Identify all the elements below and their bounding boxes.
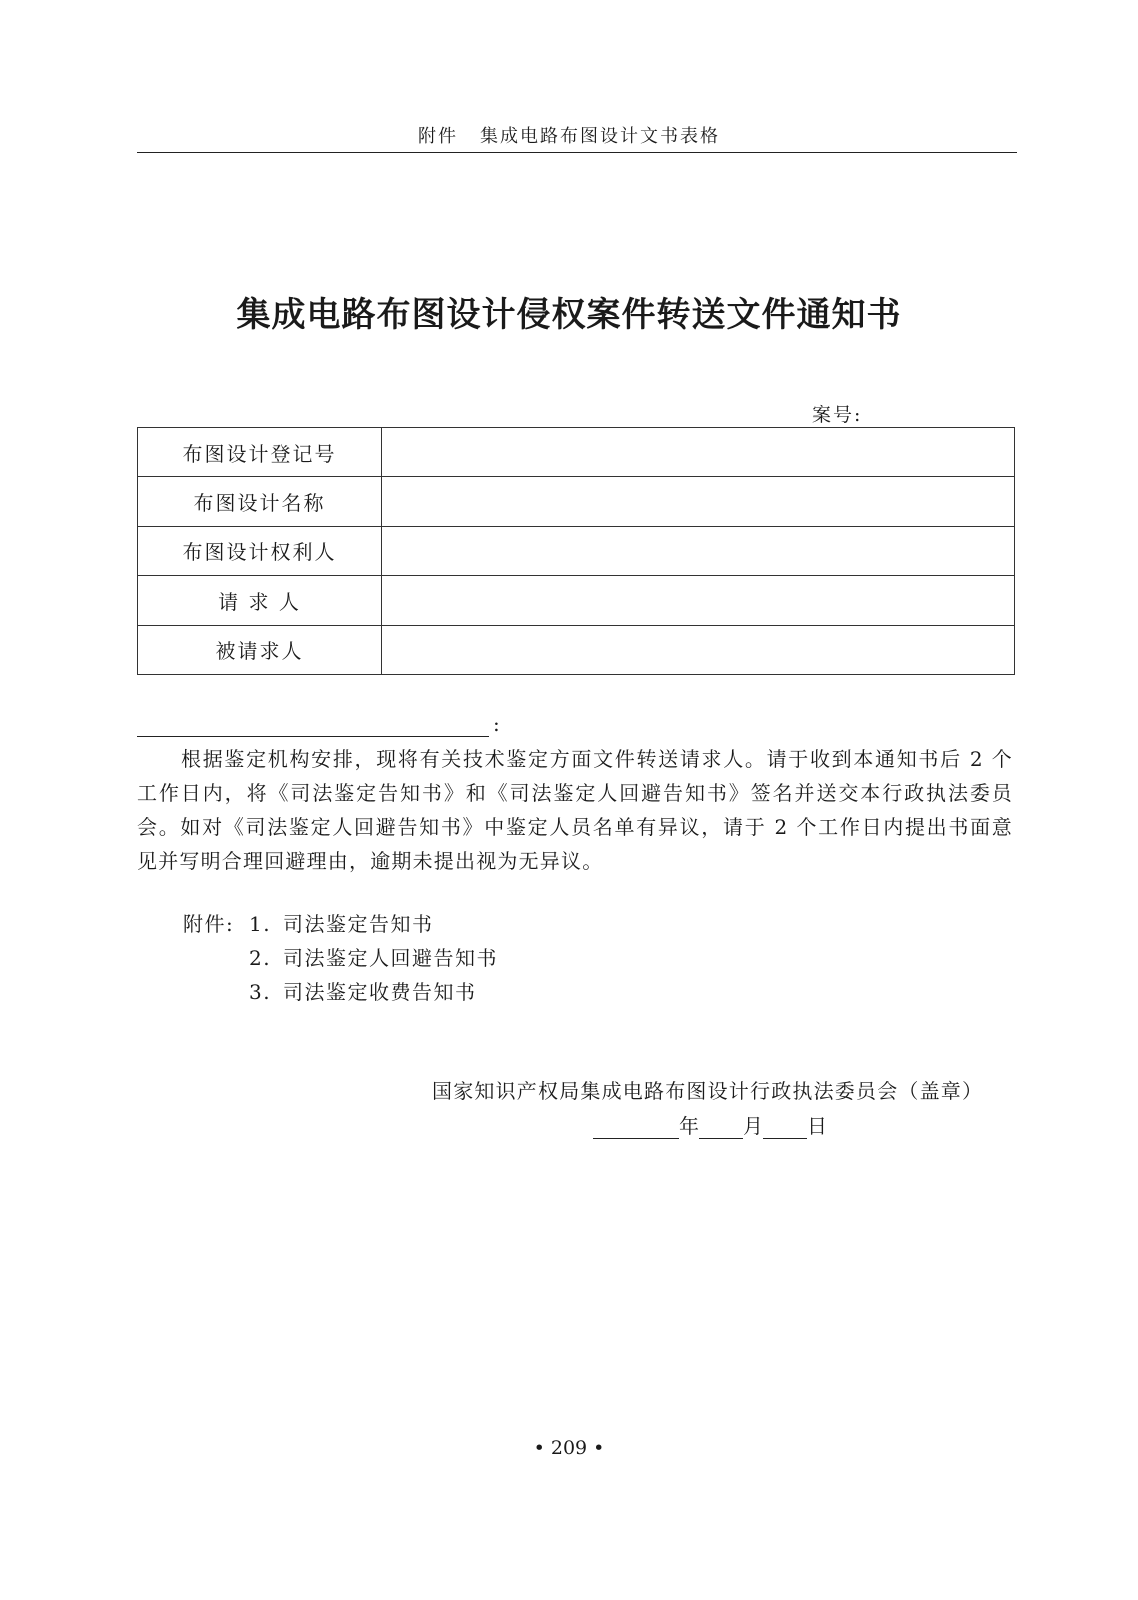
header-prefix: 附件 xyxy=(418,126,458,147)
year-blank[interactable] xyxy=(593,1116,679,1139)
addressee-colon: : xyxy=(493,712,500,736)
attachment-item xyxy=(183,976,477,1005)
body-paragraph: 根据鉴定机构安排，现将有关技术鉴定方面文件转送请求人。请于收到本通知书后 2 个工作日内，将《司法鉴定告知书》和《司法鉴定人回避告知书》签名并送交本行政执法委员会。如对《司法鉴定人回避告知书》中鉴定人员名单有异议，请于 2 个工作日内提出书面意见并写明合理回避理由，逾期未提出视为无异议。 xyxy=(137,747,1013,873)
signer-line: 国家知识产权局集成电路布图设计行政执法委员会（盖章） xyxy=(432,1079,984,1103)
respondent-field[interactable] xyxy=(382,625,1015,674)
requester-field[interactable] xyxy=(382,576,1015,625)
month-blank[interactable] xyxy=(699,1116,743,1139)
table-row xyxy=(138,576,1015,625)
date-line xyxy=(593,1110,827,1139)
table-row xyxy=(138,428,1015,477)
header-text: 集成电路布图设计文书表格 xyxy=(480,126,720,147)
row-label: 请 求 人 xyxy=(138,576,382,625)
table-row xyxy=(138,526,1015,575)
row-label: 布图设计登记号 xyxy=(138,428,382,477)
day-blank[interactable] xyxy=(763,1116,807,1139)
attachment-number: 1. xyxy=(249,912,272,936)
design-name-field[interactable] xyxy=(382,477,1015,526)
right-holder-field[interactable] xyxy=(382,526,1015,575)
attachment-item xyxy=(183,942,498,971)
addressee-blank[interactable] xyxy=(137,712,489,737)
year-label: 年 xyxy=(679,1114,699,1138)
header-divider xyxy=(137,152,1017,153)
info-table xyxy=(137,427,1015,675)
day-label: 日 xyxy=(807,1114,827,1138)
row-label: 被请求人 xyxy=(138,625,382,674)
month-label: 月 xyxy=(743,1114,763,1138)
row-label: 布图设计权利人 xyxy=(138,526,382,575)
running-header xyxy=(0,122,1138,148)
attachment-number: 3. xyxy=(249,980,272,1004)
attachment-text: 司法鉴定收费告知书 xyxy=(283,980,477,1004)
table-row xyxy=(138,477,1015,526)
attachment-item xyxy=(183,908,434,937)
attachments-label: 附件: xyxy=(183,912,235,936)
table-row xyxy=(138,625,1015,674)
attachment-text: 司法鉴定人回避告知书 xyxy=(283,946,498,970)
case-number-label: 案号: xyxy=(812,404,863,426)
registration-number-field[interactable] xyxy=(382,428,1015,477)
attachment-number: 2. xyxy=(249,946,272,970)
page-number: • 209 • xyxy=(533,1437,605,1459)
document-title: 集成电路布图设计侵权案件转送文件通知书 xyxy=(236,295,902,335)
attachment-text: 司法鉴定告知书 xyxy=(283,912,434,936)
row-label: 布图设计名称 xyxy=(138,477,382,526)
